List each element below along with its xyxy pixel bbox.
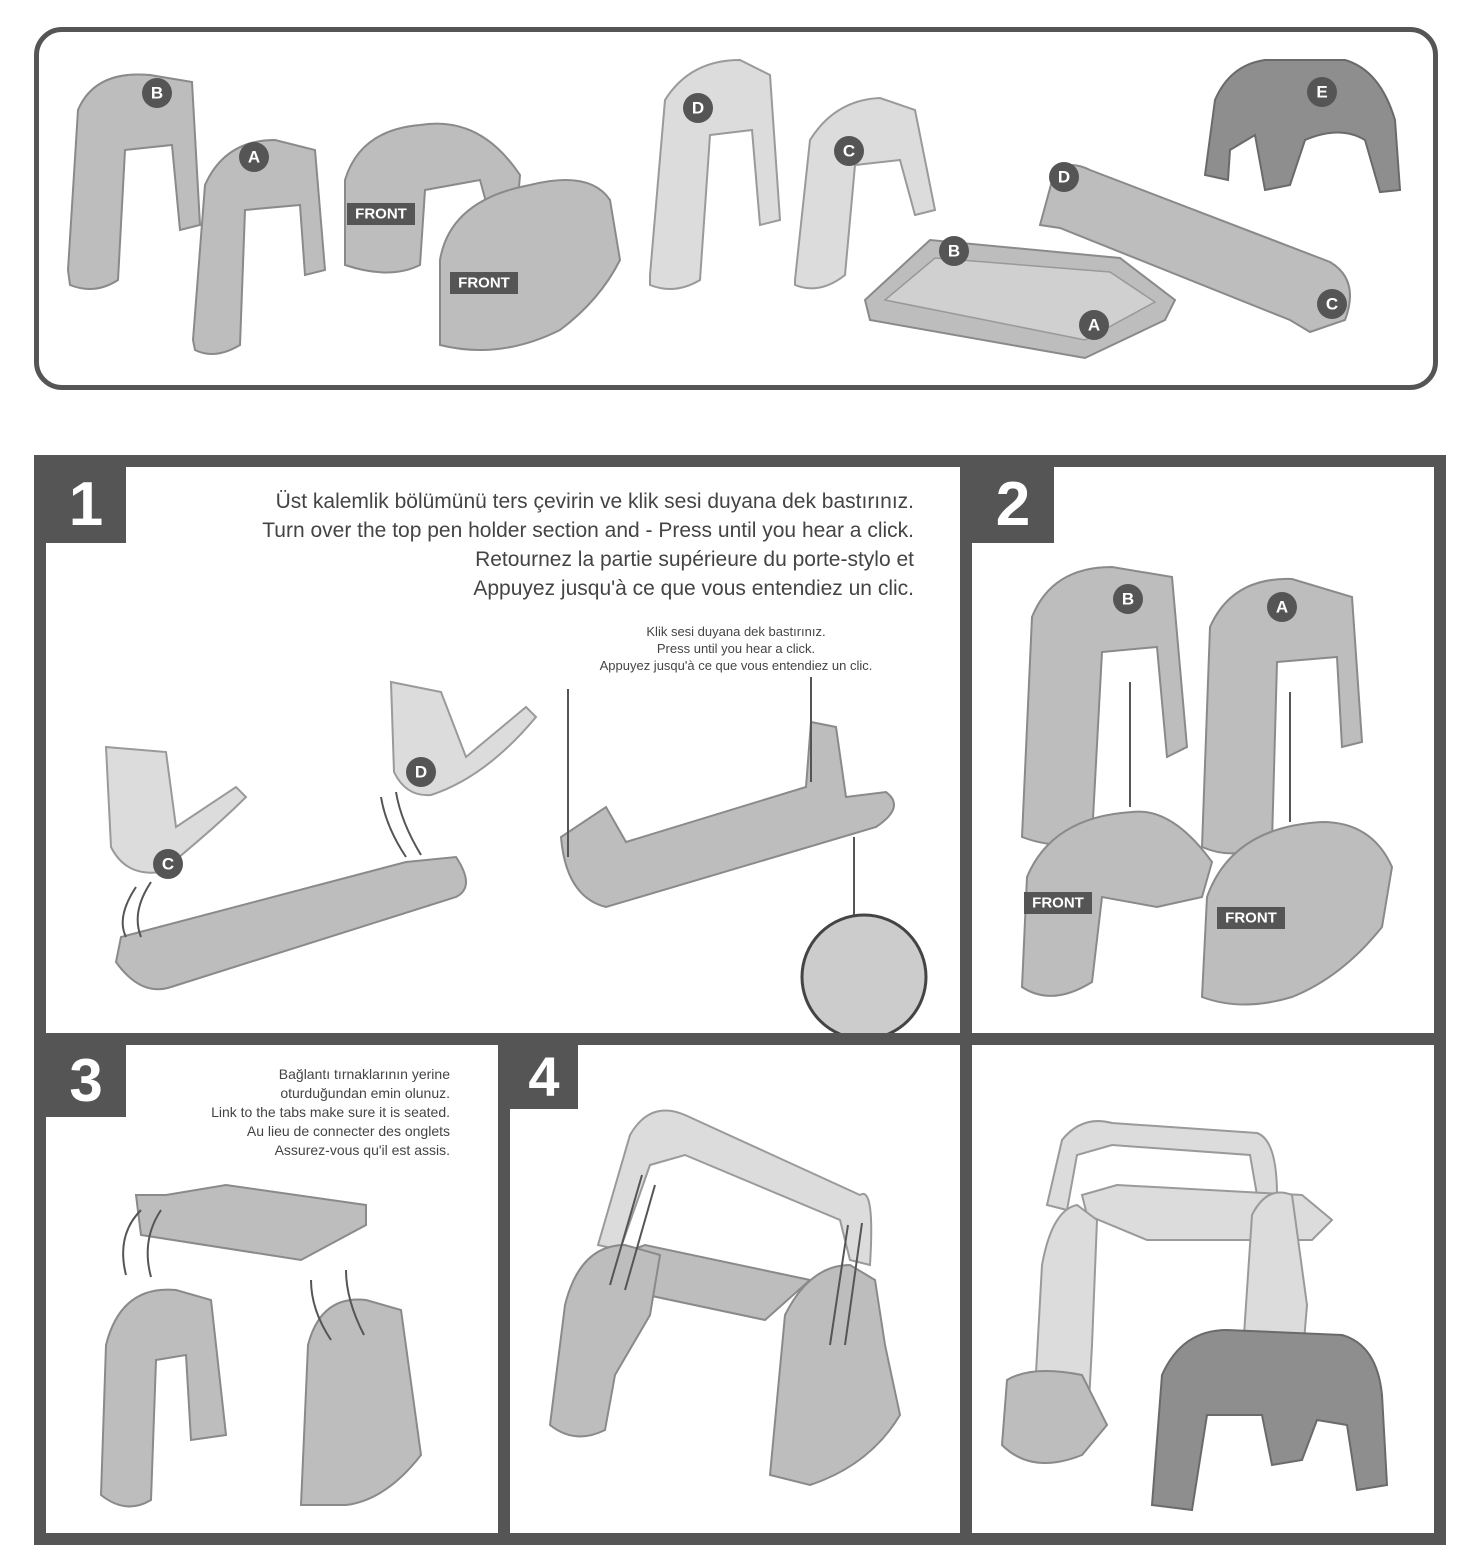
click-note-tr: Klik sesi duyana dek bastırınız.: [646, 624, 826, 639]
label-text-a: A: [247, 147, 261, 167]
step-1-number: 1: [46, 467, 126, 543]
step-4-number: 4: [510, 1045, 578, 1109]
svg-text:A: A: [1275, 597, 1289, 617]
step-4-panel: [510, 1045, 960, 1533]
step-2-panel: [972, 467, 1434, 1033]
step-3-note-tr-2: oturduğundan emin olunuz.: [280, 1085, 450, 1101]
svg-text:FRONT: FRONT: [1032, 894, 1084, 912]
step-4-illustration: [510, 1045, 960, 1533]
step-1-illustration: [46, 467, 960, 1033]
step-3-illustration: [46, 1045, 498, 1533]
step-3-note-fr-2: Assurez-vous qu'il est assis.: [274, 1142, 450, 1158]
steps-grid: [34, 455, 1446, 1545]
click-note-en: Press until you hear a click.: [656, 641, 816, 656]
label-text-e: E: [1316, 82, 1328, 102]
step-1-text-en: Turn over the top pen holder section and - Press until you hear a click.: [262, 519, 914, 542]
part-a-leg: [193, 140, 325, 354]
svg-text:D: D: [414, 762, 428, 782]
step-2-number: 2: [972, 467, 1054, 543]
label-text-b2: B: [947, 241, 961, 261]
step-3-panel: [46, 1045, 498, 1533]
label-text-c: C: [842, 141, 856, 161]
click-note-fr: Appuyez jusqu'à ce que vous entendiez un clic.: [599, 658, 873, 673]
front-label-2: FRONT: [458, 274, 510, 292]
step-1-text-tr: Üst kalemlik bölümünü ters çevirin ve klik sesi duyana dek bastırınız.: [275, 490, 914, 513]
step-1-text-fr-2: Appuyez jusqu'à ce que vous entendiez un clic.: [473, 577, 914, 600]
step-3-note-fr-1: Au lieu de connecter des onglets: [246, 1123, 450, 1139]
svg-text:B: B: [1121, 589, 1135, 609]
label-text-b: B: [150, 83, 164, 103]
step-3-number: 3: [46, 1045, 126, 1117]
front-label-1: FRONT: [355, 205, 407, 223]
label-text-d: D: [691, 98, 705, 118]
step-2-illustration: [972, 467, 1434, 1033]
step-1-text-fr-1: Retournez la partie supérieure du porte-stylo et: [475, 548, 914, 571]
stool-e: [1205, 60, 1400, 192]
label-text-c2: C: [1325, 294, 1339, 314]
final-assembly-illustration: [972, 1045, 1434, 1533]
step-3-note-tr-1: Bağlantı tırnaklarının yerine: [278, 1066, 450, 1082]
label-text-d2: D: [1057, 167, 1071, 187]
step-3-note-en: Link to the tabs make sure it is seated.: [211, 1104, 450, 1120]
part-b-leg: [68, 74, 200, 289]
final-assembly-panel: [972, 1045, 1434, 1533]
parts-illustrations: [0, 0, 1462, 400]
part-d-leg: [650, 60, 780, 289]
front-base-2: [440, 180, 620, 350]
label-text-a2: A: [1087, 315, 1101, 335]
svg-text:C: C: [161, 854, 175, 874]
step-1-panel: [46, 467, 960, 1033]
svg-text:FRONT: FRONT: [1225, 909, 1277, 927]
